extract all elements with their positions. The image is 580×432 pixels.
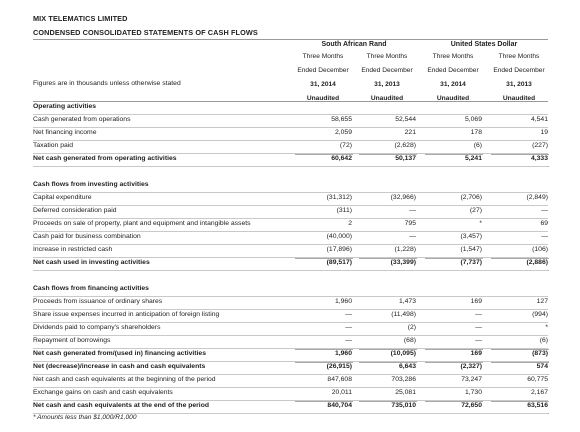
row-value-col-2: 52,544 [395, 116, 416, 123]
row-value-col-4: (227) [532, 142, 548, 149]
row-value-col-4: (994) [532, 311, 548, 318]
row-value-col-2: (11,498) [391, 311, 416, 318]
column-header-period-line3-4: 31, 2013 [506, 81, 532, 88]
column-header-period-line2-2: Ended December [361, 67, 413, 74]
column-header-period-line3-1: 31, 2014 [310, 81, 336, 88]
row-value-col-3: 5,241 [464, 155, 482, 162]
header-top-rule [33, 39, 548, 40]
row-value-col-2: 735,010 [391, 402, 416, 409]
row-value-col-1: (17,896) [326, 246, 352, 253]
row-value-col-2: (33,399) [390, 259, 416, 266]
subtotal-rule [425, 401, 483, 402]
column-header-period-line1-2: Three Months [366, 53, 408, 60]
row-value-col-4: 2,167 [530, 389, 548, 396]
subtotal-rule [359, 349, 417, 350]
row-value-col-1: 2,059 [334, 129, 352, 136]
row-label: Cash flows from financing activities [33, 285, 149, 292]
footnote: * Amounts less than $1,000/R1,000 [33, 414, 137, 421]
row-label: Operating activities [33, 103, 97, 110]
row-value-col-1: 60,642 [331, 155, 352, 162]
row-value-col-3: 5,069 [464, 116, 482, 123]
subtotal-rule [425, 349, 483, 350]
row-value-col-3: — [475, 324, 482, 331]
column-group-zar: South African Rand [321, 41, 387, 48]
column-header-period-line2-3: Ended December [427, 67, 479, 74]
row-value-col-2: 6,643 [398, 363, 416, 370]
figures-note: Figures are in thousands unless otherwise stated [33, 80, 181, 87]
row-value-col-2: 221 [404, 129, 416, 136]
row-value-col-3: (6) [473, 142, 482, 149]
row-value-col-4: 69 [540, 220, 548, 227]
row-value-col-1: 840,704 [327, 402, 352, 409]
subtotal-rule [491, 401, 549, 402]
row-value-col-4: 63,516 [527, 402, 548, 409]
row-value-col-3: 72,650 [461, 402, 482, 409]
subtotal-rule [359, 258, 417, 259]
row-value-col-1: (311) [336, 207, 352, 214]
row-value-col-3: — [475, 337, 482, 344]
row-value-col-2: — [409, 207, 416, 214]
row-value-col-3: (3,457) [460, 233, 482, 240]
row-value-col-2: (2,628) [394, 142, 416, 149]
row-value-col-3: (7,737) [460, 259, 482, 266]
row-value-col-2: 1,473 [398, 298, 416, 305]
row-value-col-1: 1,960 [334, 298, 352, 305]
row-label: Share issue expenses incurred in anticipation of foreign listing [33, 311, 220, 318]
row-rule [33, 166, 548, 167]
column-header-audit-1: Unaudited [306, 95, 340, 102]
row-label: Capital expenditure [33, 194, 92, 201]
row-value-col-4: 127 [536, 298, 548, 305]
subtotal-rule [359, 401, 417, 402]
row-value-col-4: — [541, 207, 548, 214]
row-value-col-1: 20,011 [331, 389, 352, 396]
row-value-col-1: — [345, 337, 352, 344]
row-value-col-4: 4,333 [530, 155, 548, 162]
column-header-audit-4: Unaudited [502, 95, 536, 102]
subtotal-rule [491, 349, 549, 350]
row-value-col-3: 1,730 [464, 389, 482, 396]
subtotal-rule [425, 258, 483, 259]
row-label: Net cash generated from operating activities [33, 155, 177, 162]
row-value-col-3: 178 [470, 129, 482, 136]
column-header-period-line1-4: Three Months [498, 53, 540, 60]
subtotal-rule [295, 401, 353, 402]
row-label: Cash paid for business combination [33, 233, 141, 240]
row-value-col-2: — [409, 233, 416, 240]
row-value-col-3: (2,706) [460, 194, 482, 201]
subtotal-rule [491, 362, 549, 363]
row-label: Proceeds from issuance of ordinary shares [33, 298, 163, 305]
row-value-col-1: — [345, 311, 352, 318]
row-value-col-2: 50,137 [395, 155, 416, 162]
row-value-col-3: — [475, 311, 482, 318]
row-label: Increase in restricted cash [33, 246, 113, 253]
column-header-audit-2: Unaudited [370, 95, 404, 102]
row-value-col-2: (2) [407, 324, 416, 331]
row-label: Cash flows from investing activities [33, 181, 149, 188]
row-rule [33, 270, 548, 271]
subtotal-rule [491, 258, 549, 259]
row-label: Net cash and cash equivalents at the beginning of the period [33, 376, 216, 383]
row-value-col-3: * [479, 220, 482, 227]
row-label: Dividends paid to company's shareholders [33, 324, 161, 331]
row-label: Net cash generated from/(used in) financing activities [33, 350, 206, 357]
row-value-col-3: (2,327) [460, 363, 482, 370]
row-value-col-4: (6) [539, 337, 548, 344]
row-value-col-4: (2,886) [526, 259, 548, 266]
row-value-col-1: 847,608 [327, 376, 352, 383]
subtotal-rule [425, 362, 483, 363]
subtotal-rule [295, 258, 353, 259]
row-value-col-4: (2,849) [526, 194, 548, 201]
row-value-col-1: (89,517) [326, 259, 352, 266]
subtotal-rule [295, 362, 353, 363]
row-value-col-3: 73,247 [461, 376, 482, 383]
column-header-audit-3: Unaudited [436, 95, 470, 102]
subtotal-rule [491, 154, 549, 155]
row-label: Repayment of borrowings [33, 337, 111, 344]
row-value-col-4: — [541, 233, 548, 240]
row-value-col-4: 574 [536, 363, 548, 370]
row-value-col-3: 169 [470, 350, 482, 357]
row-label: Net financing income [33, 129, 97, 136]
row-value-col-2: (10,095) [390, 350, 416, 357]
row-value-col-2: (1,228) [394, 246, 416, 253]
column-group-usd: United States Dollar [450, 41, 518, 48]
row-value-col-4: * [545, 324, 548, 331]
row-value-col-3: 169 [470, 298, 482, 305]
row-value-col-1: 1,960 [334, 350, 352, 357]
row-value-col-2: (32,966) [390, 194, 416, 201]
subtotal-rule [295, 154, 353, 155]
row-value-col-4: (873) [532, 350, 548, 357]
column-header-period-line3-3: 31, 2014 [440, 81, 466, 88]
row-label: Exchange gains on cash and cash equivalents [33, 389, 173, 396]
row-value-col-2: 25,081 [395, 389, 416, 396]
row-label: Net cash used in investing activities [33, 259, 150, 266]
subtotal-rule [359, 362, 417, 363]
row-value-col-1: (72) [339, 142, 352, 149]
row-label: Net cash and cash equivalents at the end of the period [33, 402, 210, 409]
column-header-period-line2-1: Ended December [297, 67, 349, 74]
row-value-col-4: (106) [532, 246, 548, 253]
row-value-col-1: 2 [348, 220, 352, 227]
row-value-col-1: (40,000) [326, 233, 352, 240]
row-value-col-1: (26,915) [326, 363, 352, 370]
row-value-col-1: — [345, 324, 352, 331]
column-header-period-line1-3: Three Months [432, 53, 474, 60]
subtotal-rule [359, 154, 417, 155]
row-value-col-4: 60,775 [527, 376, 548, 383]
row-value-col-3: (27) [469, 207, 482, 214]
row-value-col-2: (68) [403, 337, 416, 344]
column-header-period-line2-4: Ended December [493, 67, 545, 74]
company-name: MIX TELEMATICS LIMITED [33, 14, 128, 23]
column-header-period-line3-2: 31, 2013 [374, 81, 400, 88]
row-label: Cash generated from operations [33, 116, 131, 123]
subtotal-rule [425, 154, 483, 155]
row-label: Net (decrease)/increase in cash and cash equivalents [33, 363, 206, 370]
row-value-col-1: (31,312) [326, 194, 352, 201]
row-value-col-3: (1,547) [460, 246, 482, 253]
row-label: Deferred consideration paid [33, 207, 117, 214]
row-value-col-2: 795 [404, 220, 416, 227]
row-value-col-4: 19 [540, 129, 548, 136]
subtotal-rule [295, 349, 353, 350]
row-value-col-4: 4,541 [530, 116, 548, 123]
row-value-col-2: 703,286 [391, 376, 416, 383]
row-value-col-1: 58,655 [331, 116, 352, 123]
row-label: Proceeds on sale of property, plant and equipment and intangible assets [33, 220, 251, 227]
column-header-period-line1-1: Three Months [302, 53, 344, 60]
row-label: Taxation paid [33, 142, 74, 149]
statement-title: CONDENSED CONSOLIDATED STATEMENTS OF CASH FLOWS [33, 28, 258, 37]
